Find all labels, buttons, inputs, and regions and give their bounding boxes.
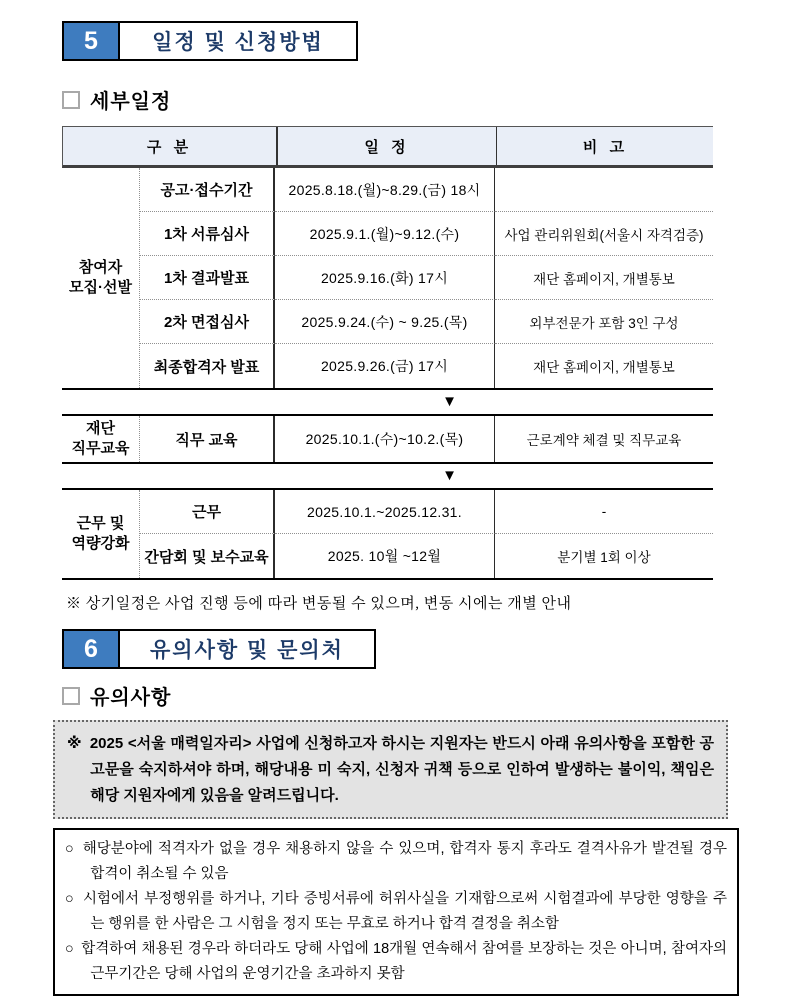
table-cell-note: 근로계약 체결 및 직무교육: [526, 433, 682, 448]
circle-bullet-icon: ○: [65, 941, 75, 958]
down-arrow-icon: ▼: [442, 467, 457, 484]
header-category: 구 분: [146, 138, 193, 156]
section-6-header: [62, 629, 376, 669]
notice-highlight-text: ※ 2025 <서울 매력일자리> 사업에 신청하고자 하시는 지원자는 반드시 아래 유의사항을 포함한 공고문을 숙지하셔야 하며, 해당내용 미 숙지, 신청자 귀책 등으로 인하여 발생하는 불이익, 책임은 해당 지원자에게 있음을 알려드립니다.: [67, 735, 715, 804]
schedule-footnote: ※ 상기일정은 사업 진행 등에 따라 변동될 수 있으며, 변동 시에는 개별 안내: [66, 596, 572, 612]
table-cell-schedule: 2025.9.24.(수) ~ 9.25.(목): [275, 300, 495, 344]
circle-bullet-icon: ○: [65, 841, 75, 858]
notice-heading-label: 유의사항: [90, 687, 172, 709]
table-cell-schedule: 2025.9.26.(금) 17시: [275, 344, 495, 388]
table-cell-schedule: 2025.10.1.(수)~10.2.(목): [275, 416, 495, 462]
table-cell-stage: 2차 면접심사: [140, 300, 275, 344]
table-cell-schedule: 2025. 10월 ~12월: [275, 534, 495, 578]
document-page: [0, 21, 793, 997]
table-section-recruitment: [62, 168, 713, 390]
header-note: 비 고: [496, 127, 714, 165]
notice-highlight-box: [53, 720, 728, 819]
section-5-number-badge: 5: [64, 23, 120, 59]
table-section-training: [62, 414, 713, 464]
circle-bullet-icon: ○: [65, 891, 75, 908]
section-6-title: 유의사항 및 문의처: [150, 639, 344, 662]
table-cell-stage: 1차 서류심사: [140, 212, 275, 256]
detail-schedule-heading: [62, 85, 793, 114]
table-section-work: [62, 488, 713, 580]
notice-item: ○ 합격하여 채용된 경우라 하더라도 당해 사업에 18개월 연속해서 참여를 보장하는 것은 아니며, 참여자의 근무기간은 당해 사업의 운영기간을 초과하지 못함: [65, 941, 727, 983]
section-6-number-badge: 6: [64, 631, 120, 667]
table-cell-stage: 직무 교육: [140, 416, 275, 462]
table-cell-note: 사업 관리위원회(서울시 자격검증): [495, 212, 713, 256]
section-5-title: 일정 및 신청방법: [152, 31, 324, 54]
notice-list-box: [53, 828, 739, 996]
table-cell-schedule: 2025.8.18.(월)~8.29.(금) 18시: [275, 168, 495, 212]
table-cell-stage: 간담회 및 보수교육: [140, 534, 275, 578]
square-bullet-icon: [62, 687, 80, 705]
schedule-table-header-row: [62, 126, 713, 168]
table-cell-stage: 1차 결과발표: [140, 256, 275, 300]
table-cell-stage: 최종합격자 발표: [140, 344, 275, 388]
down-arrow-icon: ▼: [442, 393, 457, 410]
notice-item: ○ 해당분야에 적격자가 없을 경우 채용하지 않을 수 있으며, 합격자 통지 후라도 결격사유가 발견될 경우 합격이 취소될 수 있음: [65, 841, 728, 883]
notice-heading: [62, 681, 793, 710]
table-cell-note: 재단 홈페이지, 개별통보: [495, 256, 713, 300]
group-label-recruitment: 참여자 모집·선발: [62, 168, 140, 388]
section-5-header: [62, 21, 358, 61]
group-label-training: 재단 직무교육: [62, 416, 140, 462]
detail-schedule-heading-label: 세부일정: [90, 91, 172, 113]
table-cell-stage: 근무: [140, 490, 275, 534]
table-cell-note: 외부전문가 포함 3인 구성: [495, 300, 713, 344]
table-cell-note: 재단 홈페이지, 개별통보: [533, 360, 675, 375]
table-cell-note: 분기별 1회 이상: [557, 550, 651, 565]
reference-mark: ※: [67, 735, 83, 752]
schedule-table: [62, 126, 713, 580]
notice-item: ○ 시험에서 부정행위를 하거나, 기타 증빙서류에 허위사실을 기재함으로써 시험결과에 부당한 영향을 주는 행위를 한 사람은 그 시험을 정지 또는 무효로 하거나 합격 결정을 취소함: [65, 891, 727, 933]
group-label-work: 근무 및 역량강화: [62, 490, 140, 578]
table-cell-stage: 공고·접수기간: [140, 168, 275, 212]
table-cell-schedule: 2025.9.1.(월)~9.12.(수): [275, 212, 495, 256]
table-cell-note: [495, 168, 713, 212]
header-schedule: 일 정: [276, 127, 496, 165]
table-cell-note: -: [495, 490, 713, 534]
table-cell-schedule: 2025.9.16.(화) 17시: [275, 256, 495, 300]
square-bullet-icon: [62, 91, 80, 109]
table-cell-schedule: 2025.10.1.~2025.12.31.: [275, 490, 495, 534]
